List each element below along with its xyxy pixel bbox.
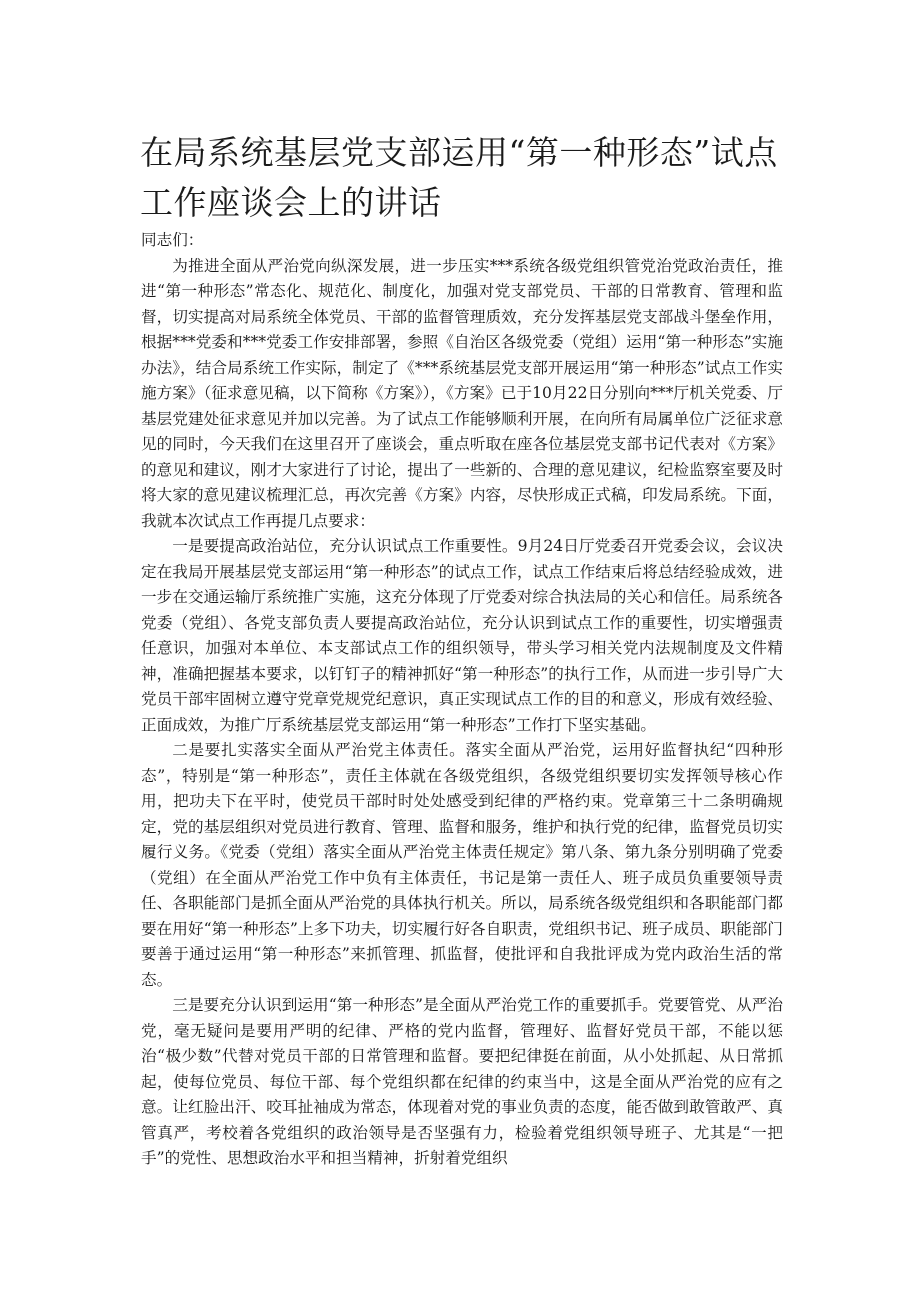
document-title: 在局系统基层党支部运用“第一种形态”试点工作座谈会上的讲话 [140, 133, 778, 222]
document-body [141, 228, 783, 1172]
paragraph-intro: 为推进全面从严治党向纵深发展，进一步压实***系统各级党组织管党治党政治责任，推进“第一种形态”常态化、规范化、制度化，加强对党支部党员、干部的日常教育、管理和监督，切实提高对局系统全体党员、干部的监督管理质效，充分发挥基层党支部战斗堡垒作用，根据***党委和***党委工作安排部署，参照《自治区各级党委（党组）运用“第一种形态”实施办法》，结合局系统工作实际，制定了《***系统基层党支部开展运用“第一种形态”试点工作实施方案》（征求意见稿，以下简称《方案》），《方案》已于10月22日分别向***厅机关党委、厅基层党建处征求意见并加以完善。为了试点工作能够顺利开展，在向所有局属单位广泛征求意见的同时，今天我们在这里召开了座谈会，重点听取在座各位基层党支部书记代表对《方案》的意见和建议，刚才大家进行了讨论，提出了一些新的、合理的意见建议，纪检监察室要及时将大家的意见建议梳理汇总，再次完善《方案》内容，尽快形成正式稿，印发局系统。下面，我就本次试点工作再提几点要求： [141, 256, 783, 530]
paragraph-point-two: 二是要扎实落实全面从严治党主体责任。落实全面从严治党，运用好监督执纪“四种形态”，特别是“第一种形态”，责任主体就在各级党组织，各级党组织要切实发挥领导核心作用，把功夫下在平时，使党员干部时时处处感受到纪律的严格约束。党章第三十二条明确规定，党的基层组织对党员进行教育、管理、监督和服务，维护和执行党的纪律，监督党员切实履行义务。《党委（党组）落实全面从严治党主体责任规定》第八条、第九条分别明确了党委（党组）在全面从严治党工作中负有主体责任，书记是第一责任人、班子成员负重要领导责任、各职能部门是抓全面从严治党的具体执行机关。所以，局系统各级党组织和各职能部门都要在用好“第一种形态”上多下功夫，切实履行好各自职责，党组织书记、班子成员、职能部门要善于通过运用“第一种形态”来抓管理、抓监督，使批评和自我批评成为党内政治生活的常态。 [141, 741, 783, 989]
paragraph-point-three: 三是要充分认识到运用“第一种形态”是全面从严治党工作的重要抓手。党要管党、从严治党，毫无疑问是要用严明的纪律、严格的党内监督，管理好、监督好党员干部，不能以惩治“极少数”代替对党员干部的日常管理和监督。要把纪律挺在前面，从小处抓起、从日常抓起，使每位党员、每位干部、每个党组织都在纪律的约束当中，这是全面从严治党的应有之意。让红脸出汗、咬耳扯袖成为常态，体现着对党的事业负责的态度，能否做到敢管敢严、真管真严，考校着各党组织的政治领导是否坚强有力，检验着党组织领导班子、尤其是“一把手”的党性、思想政治水平和担当精神，折射着党组织 [141, 996, 783, 1167]
paragraph-point-one: 一是要提高政治站位，充分认识试点工作重要性。9月24日厅党委召开党委会议，会议决定在我局开展基层党支部运用“第一种形态”的试点工作，试点工作结束后将总结经验成效，进一步在交通运输厅系统推广实施，这充分体现了厅党委对综合执法局的关心和信任。局系统各党委（党组）、各党支部负责人要提高政治站位，充分认识到试点工作的重要性，切实增强责任意识，加强对本单位、本支部试点工作的组织领导，带头学习相关党内法规制度及文件精神，准确把握基本要求，以钉钉子的精神抓好“第一种形态”的执行工作，从而进一步引导广大党员干部牢固树立遵守党章党规党纪意识，真正实现试点工作的目的和意义，形成有效经验、正面成效，为推广厅系统基层党支部运用“第一种形态”工作打下坚实基础。 [141, 537, 783, 734]
salutation: 同志们： [141, 231, 204, 249]
